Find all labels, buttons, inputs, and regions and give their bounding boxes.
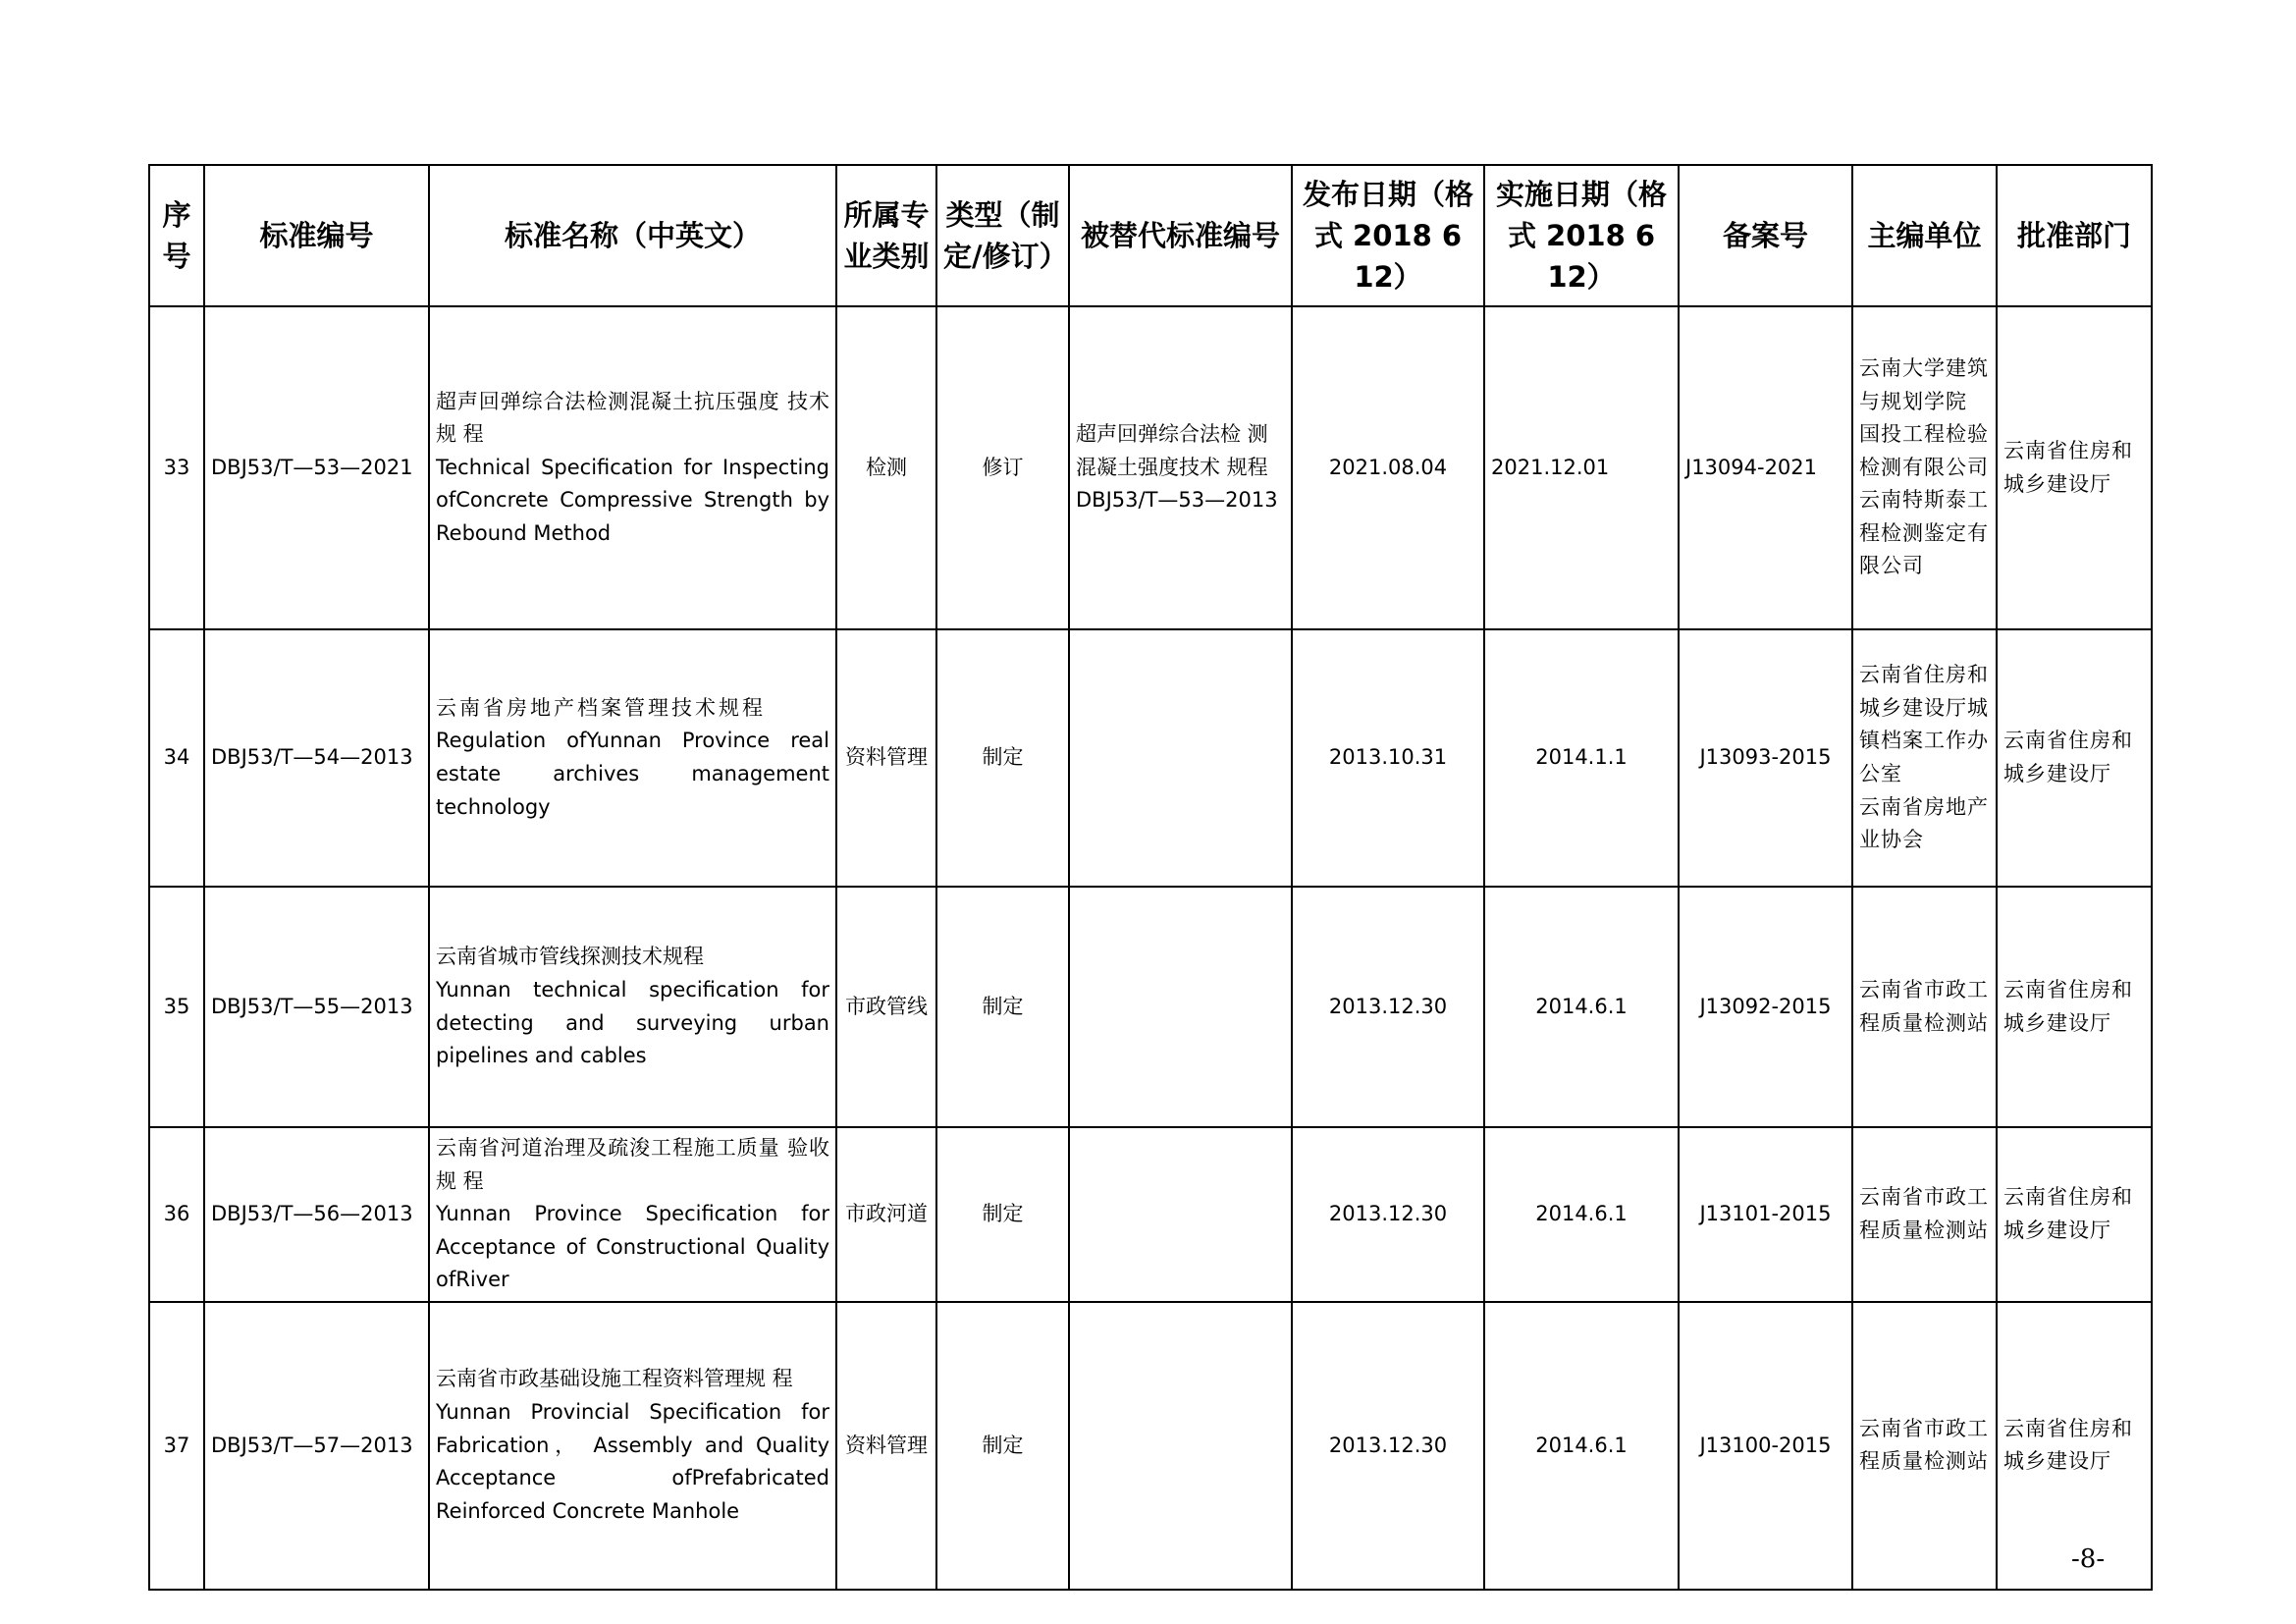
row-chief-unit: [1852, 1127, 1997, 1302]
row-type: 制定: [936, 1302, 1069, 1590]
row-name: [429, 629, 836, 887]
row-seq: 33: [149, 306, 204, 629]
row-category: 市政河道: [836, 1127, 936, 1302]
table-row: [149, 1127, 2152, 1302]
row-record: J13093-2015: [1679, 629, 1852, 887]
row-name-en: Yunnan Provincial Specification for Fabrication， Assembly and Quality Acceptance ofPrefabricated Reinforced Concrete Manhole: [436, 1400, 829, 1523]
row-effective-date: 2014.1.1: [1484, 629, 1679, 887]
row-record: J13094-2021: [1679, 306, 1852, 629]
row-publish-date: 2013.12.30: [1292, 1127, 1484, 1302]
chief-unit-item: 云南特斯泰工程检测鉴定有限公司: [1859, 488, 1989, 578]
row-publish-date: 2013.12.30: [1292, 887, 1484, 1127]
row-code: DBJ53/T—56—2013: [204, 1127, 429, 1302]
row-approver: 云南省住房和城乡建设厅: [1997, 1302, 2152, 1590]
row-record: J13101-2015: [1679, 1127, 1852, 1302]
table-row: [149, 306, 2152, 629]
row-name-cn: 超声回弹综合法检测混凝土抗压强度 技术规 程: [436, 389, 829, 447]
row-category: 资料管理: [836, 629, 936, 887]
header-code: 标准编号: [204, 165, 429, 306]
chief-unit-item: 云南省市政工程质量检测站: [1859, 1185, 1989, 1242]
row-approver: 云南省住房和城乡建设厅: [1997, 887, 2152, 1127]
row-category: 检测: [836, 306, 936, 629]
row-chief-unit: [1852, 1302, 1997, 1590]
row-name-en: Regulation ofYunnan Province real estate archives management technology: [436, 729, 829, 819]
header-replaced: 被替代标准编号: [1069, 165, 1292, 306]
row-seq: 37: [149, 1302, 204, 1590]
chief-unit-item: 云南省住房和城乡建设厅城镇档案工作办公室: [1859, 663, 1989, 785]
row-name-en: Yunnan Province Specification for Acceptance of Constructional Quality ofRiver: [436, 1202, 829, 1292]
header-approver: 批准部门: [1997, 165, 2152, 306]
table-row: [149, 629, 2152, 887]
row-name-cn: 云南省河道治理及疏浚工程施工质量 验收规 程: [436, 1136, 829, 1193]
row-record: J13100-2015: [1679, 1302, 1852, 1590]
row-effective-date: 2014.6.1: [1484, 887, 1679, 1127]
chief-unit-item: 国投工程检验检测有限公司: [1859, 422, 1989, 479]
row-seq: 34: [149, 629, 204, 887]
row-code: DBJ53/T—57—2013: [204, 1302, 429, 1590]
row-approver: 云南省住房和城乡建设厅: [1997, 629, 2152, 887]
row-publish-date: 2013.10.31: [1292, 629, 1484, 887]
row-name: [429, 1127, 836, 1302]
row-category: 市政管线: [836, 887, 936, 1127]
chief-unit-item: 云南大学建筑与规划学院: [1859, 355, 1989, 413]
row-replaced: [1069, 887, 1292, 1127]
row-code: DBJ53/T—54—2013: [204, 629, 429, 887]
row-type: 制定: [936, 629, 1069, 887]
row-type: 修订: [936, 306, 1069, 629]
row-chief-unit: [1852, 887, 1997, 1127]
header-publish-date: 发布日期（格式 2018 6 12）: [1292, 165, 1484, 306]
row-approver: 云南省住房和城乡建设厅: [1997, 306, 2152, 629]
header-effective-date: 实施日期（格式 2018 6 12）: [1484, 165, 1679, 306]
row-replaced-code: DBJ53/T—53—2013: [1076, 488, 1278, 513]
row-name: [429, 887, 836, 1127]
row-code: DBJ53/T—55—2013: [204, 887, 429, 1127]
row-publish-date: 2021.08.04: [1292, 306, 1484, 629]
row-name: [429, 306, 836, 629]
row-name: [429, 1302, 836, 1590]
row-chief-unit: [1852, 629, 1997, 887]
row-replaced-name: 超声回弹综合法检 测混凝土强度技术 规程: [1076, 422, 1268, 479]
row-code: DBJ53/T—53—2021: [204, 306, 429, 629]
header-record: 备案号: [1679, 165, 1852, 306]
header-chief-unit: 主编单位: [1852, 165, 1997, 306]
row-record: J13092-2015: [1679, 887, 1852, 1127]
row-seq: 36: [149, 1127, 204, 1302]
row-seq: 35: [149, 887, 204, 1127]
row-name-cn: 云南省市政基础设施工程资料管理规 程: [436, 1367, 793, 1391]
row-name-cn: 云南省城市管线探测技术规程: [436, 945, 704, 969]
header-row: [149, 165, 2152, 306]
row-name-en: Yunnan technical specification for detecting and surveying urban pipelines and cables: [436, 977, 829, 1068]
row-replaced: [1069, 306, 1292, 629]
header-seq: 序号: [149, 165, 204, 306]
row-category: 资料管理: [836, 1302, 936, 1590]
header-type: 类型（制定/修订）: [936, 165, 1069, 306]
row-replaced: [1069, 629, 1292, 887]
row-effective-date: 2014.6.1: [1484, 1127, 1679, 1302]
row-chief-unit: [1852, 306, 1997, 629]
row-type: 制定: [936, 1127, 1069, 1302]
table-row: [149, 1302, 2152, 1590]
row-type: 制定: [936, 887, 1069, 1127]
chief-unit-item: 云南省市政工程质量检测站: [1859, 1416, 1989, 1474]
chief-unit-item: 云南省房地产业协会: [1859, 794, 1989, 852]
row-replaced: [1069, 1302, 1292, 1590]
row-name-en: Technical Specification for Inspecting ofConcrete Compressive Strength by Rebound Method: [436, 455, 829, 545]
row-approver: 云南省住房和城乡建设厅: [1997, 1127, 2152, 1302]
chief-unit-item: 云南省市政工程质量检测站: [1859, 977, 1989, 1035]
row-replaced: [1069, 1127, 1292, 1302]
header-name: 标准名称（中英文）: [429, 165, 836, 306]
standards-table: [148, 164, 2153, 1591]
page-number: -8-: [2071, 1544, 2106, 1574]
header-category: 所属专业类别: [836, 165, 936, 306]
row-effective-date: 2014.6.1: [1484, 1302, 1679, 1590]
row-publish-date: 2013.12.30: [1292, 1302, 1484, 1590]
table-row: [149, 887, 2152, 1127]
row-name-cn: 云南省房地产档案管理技术规程: [436, 695, 766, 720]
row-effective-date: 2021.12.01: [1484, 306, 1679, 629]
